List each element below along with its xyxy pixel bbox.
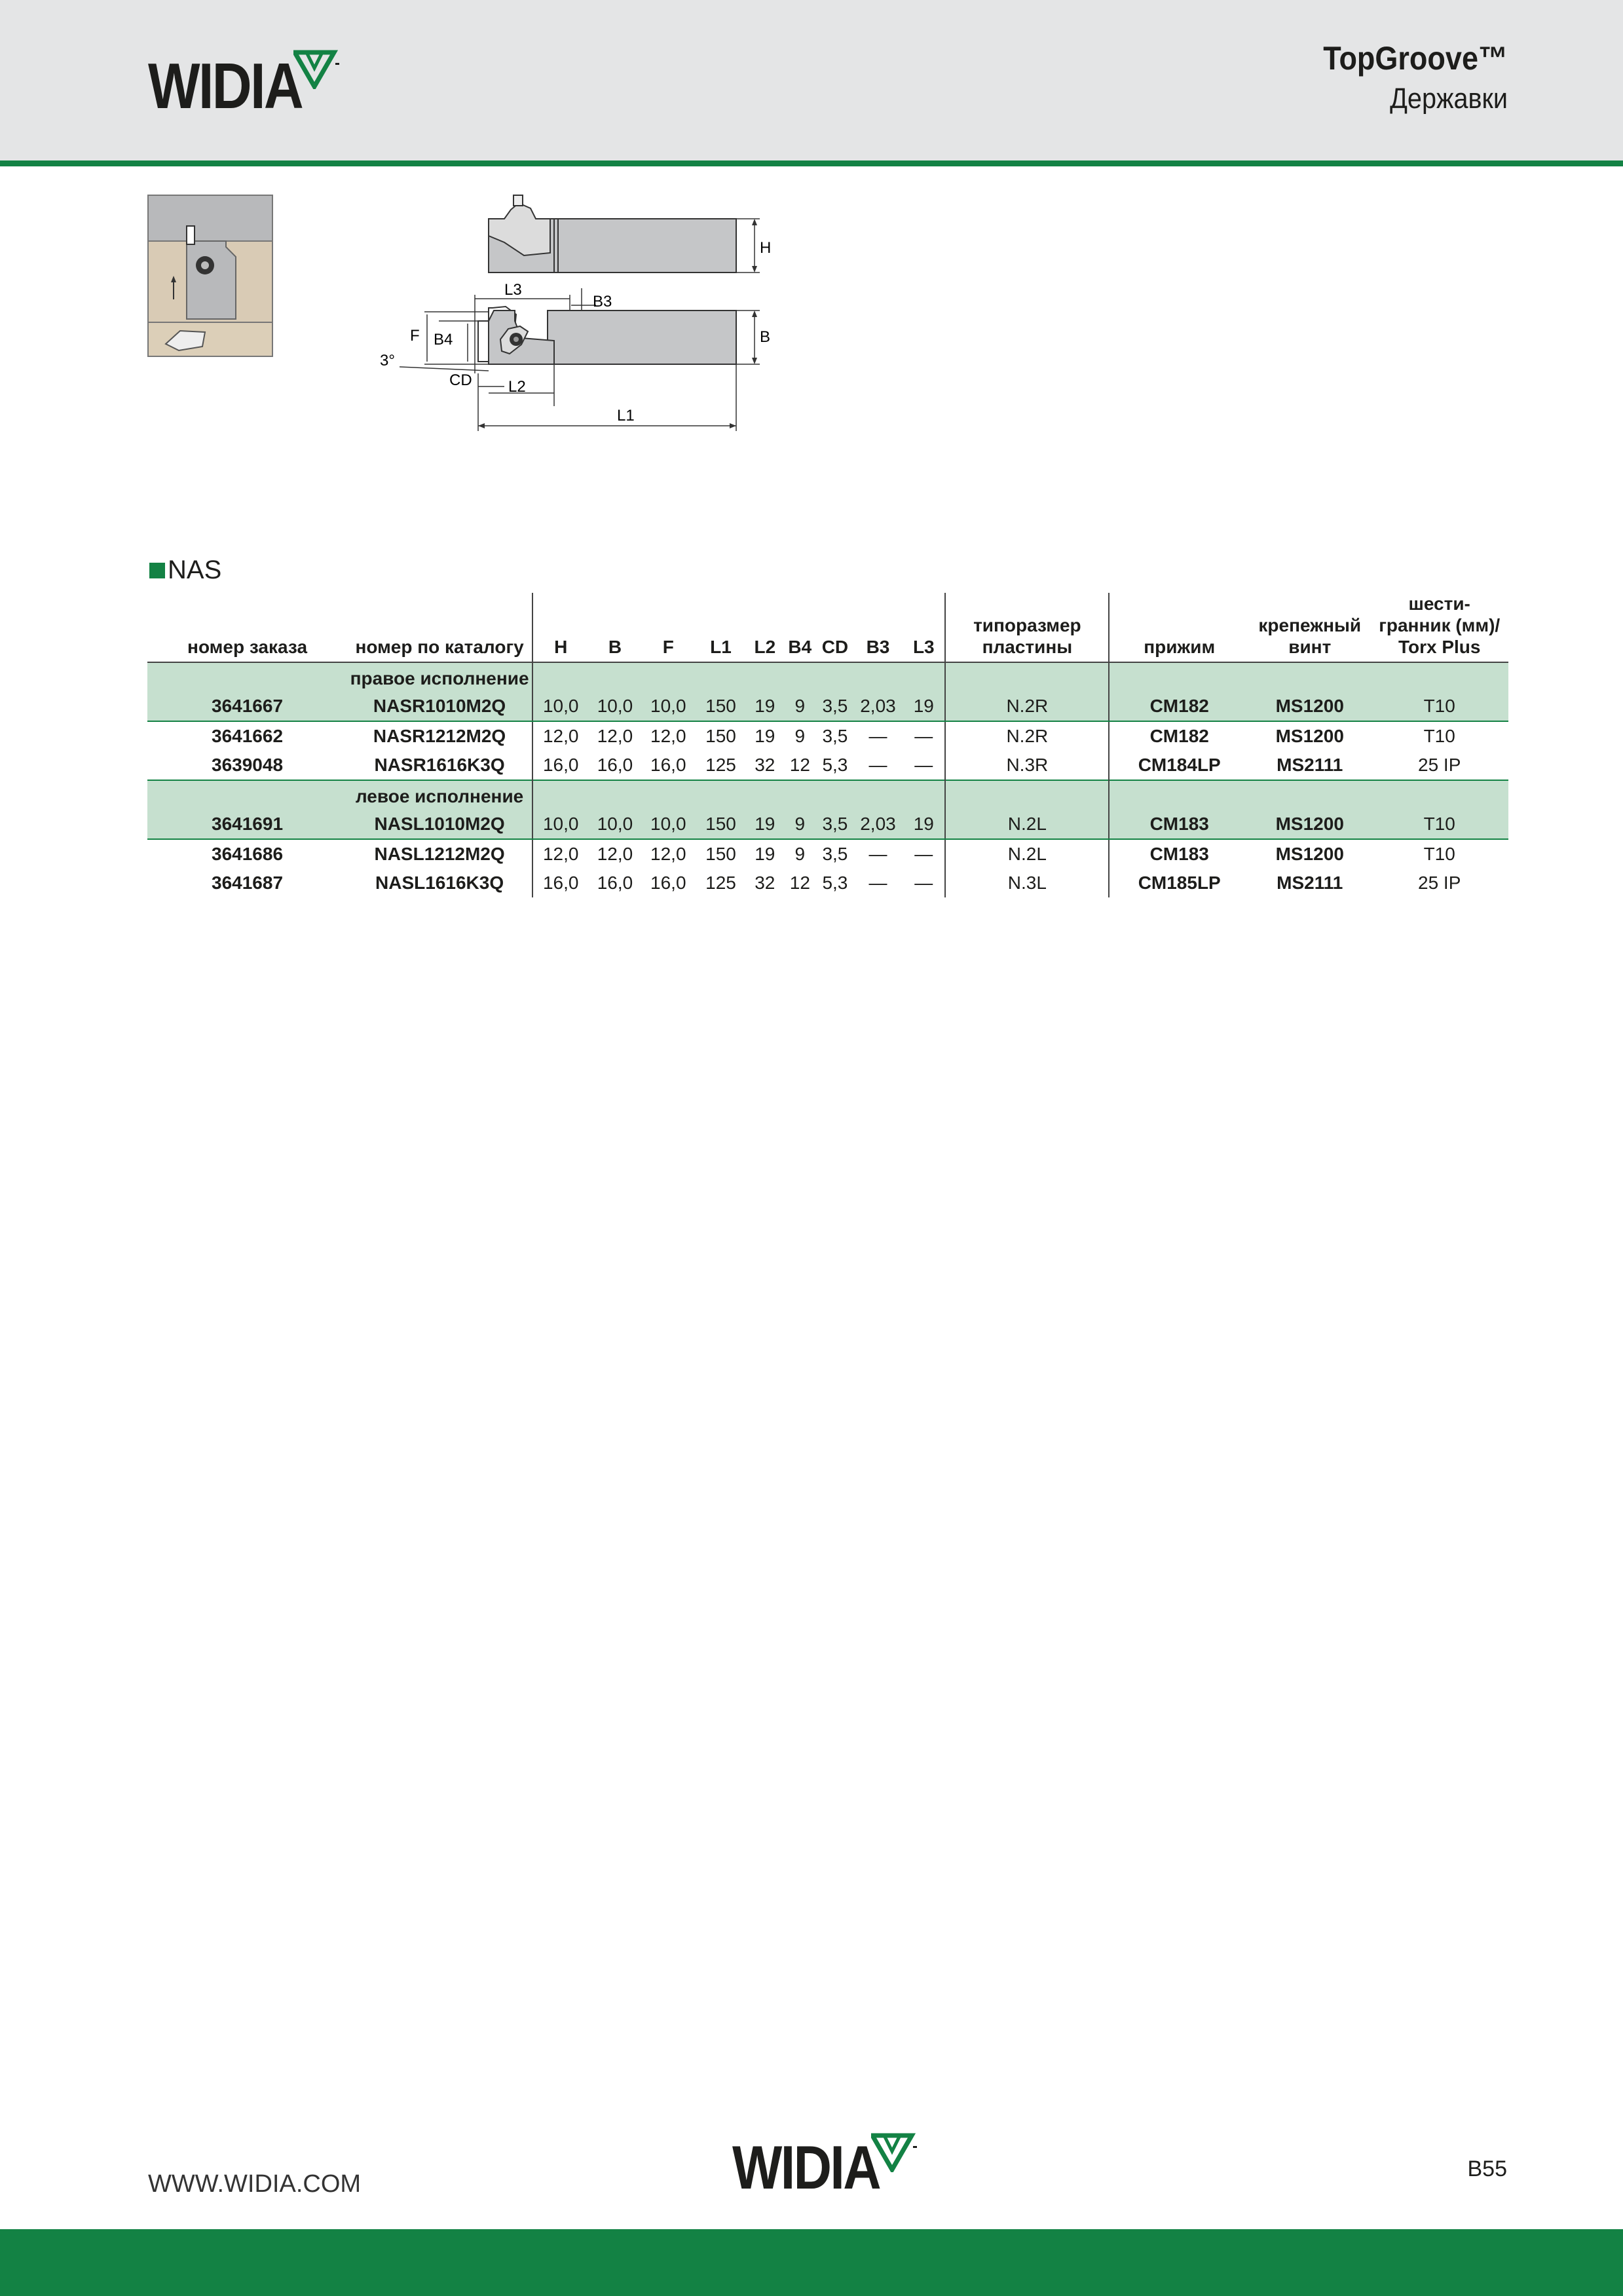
cell-insert: N.2R (945, 692, 1109, 721)
cell-l1: 150 (705, 726, 736, 746)
cell-b: 12,0 (597, 726, 633, 746)
catalog-number: NASR1010M2Q (347, 692, 532, 721)
product-category: Державки (1390, 83, 1508, 115)
cell-b3: 2,03 (853, 810, 903, 839)
col-b: B (588, 593, 641, 662)
product-name: TopGroove™ (1323, 40, 1508, 77)
cell-h: 16,0 (542, 873, 579, 893)
widia-logo (148, 50, 341, 122)
cell-l2: 19 (747, 810, 783, 839)
header-divider (0, 160, 1623, 166)
cell-key: 25 IP (1418, 755, 1461, 775)
cell-l2: 32 (755, 873, 775, 893)
cell-h: 16,0 (542, 755, 579, 775)
col-key: шести- гранник (мм)/ Torx Plus (1370, 593, 1508, 662)
header-title (1303, 39, 1508, 115)
cell-b4: 12 (789, 755, 810, 775)
cell-screw: MS1200 (1249, 692, 1370, 721)
cell-clamp: CM183 (1109, 810, 1249, 839)
table-row (147, 751, 1508, 780)
cell-clamp: CM184LP (1138, 755, 1221, 775)
cell-l1: 125 (705, 873, 736, 893)
cell-clamp: CM182 (1109, 692, 1249, 721)
cell-l3: — (903, 839, 945, 869)
cell-b4: 9 (794, 726, 806, 746)
section-title (149, 555, 221, 585)
cell-b3: — (868, 755, 887, 775)
cell-b: 10,0 (588, 810, 641, 839)
cell-cd: 3,5 (817, 692, 853, 721)
cell-l2: 19 (755, 844, 775, 864)
application-thumbnail (147, 195, 273, 357)
dim-label-cd: CD (449, 371, 472, 389)
cell-b3: — (868, 873, 887, 893)
spec-table (147, 593, 1508, 897)
cell-insert: N.2L (945, 839, 1109, 869)
cell-b4: 12 (789, 873, 810, 893)
cell-insert: N.2L (945, 810, 1109, 839)
col-b4: B4 (783, 593, 817, 662)
cell-insert: N.3L (945, 869, 1109, 897)
cell-f: 12,0 (650, 844, 686, 864)
cell-key: 25 IP (1418, 873, 1461, 893)
order-number: 3641667 (147, 692, 347, 721)
cell-screw: MS1200 (1275, 726, 1344, 746)
cell-key: T10 (1423, 726, 1455, 746)
cell-l2: 32 (755, 755, 775, 775)
cell-key: T10 (1370, 692, 1508, 721)
dim-label-b: B (760, 328, 771, 346)
cell-cd: 3,5 (817, 810, 853, 839)
cell-l2: 19 (747, 692, 783, 721)
cell-b3: 2,03 (853, 692, 903, 721)
catalog-number: NASL1010M2Q (347, 810, 532, 839)
cell-insert: N.2R (945, 721, 1109, 751)
cell-l1: 150 (705, 844, 736, 864)
footer-logo-text: WIDIA (732, 2133, 880, 2202)
order-number: 3639048 (212, 755, 284, 775)
cell-f: 10,0 (642, 810, 695, 839)
cell-l3: 19 (903, 692, 945, 721)
cell-cd: 5,3 (822, 873, 848, 893)
catalog-number: NASR1616K3Q (347, 751, 532, 780)
order-number: 3641662 (212, 726, 284, 746)
col-l3: L3 (903, 593, 945, 662)
table-row (147, 869, 1508, 897)
col-l1: L1 (695, 593, 747, 662)
col-h: H (532, 593, 588, 662)
page-number: B55 (1467, 2156, 1507, 2181)
cell-cd: 3,5 (822, 844, 848, 864)
cell-h: 12,0 (542, 844, 579, 864)
cell-key: T10 (1370, 810, 1508, 839)
cell-l1: 125 (705, 755, 736, 775)
footer-url[interactable]: WWW.WIDIA.COM (148, 2170, 362, 2198)
dim-label-h: H (760, 239, 772, 257)
table-row (147, 721, 1508, 751)
table-header-row (147, 593, 1508, 662)
cell-l3: — (903, 721, 945, 751)
dim-label-b4: B4 (434, 331, 453, 348)
footer-widia-logo (732, 2133, 918, 2202)
logo-text: WIDIA (148, 50, 303, 122)
cell-b: 12,0 (597, 844, 633, 864)
cell-h: 10,0 (532, 810, 588, 839)
dim-label-f: F (410, 327, 420, 345)
cell-l1: 150 (695, 692, 747, 721)
section-title-text: NAS (168, 555, 222, 584)
order-number: 3641691 (147, 810, 347, 839)
col-catalog: номер по каталогу (347, 593, 532, 662)
col-order: номер заказа (147, 593, 347, 662)
group-label: левое исполнение (347, 780, 532, 810)
col-cd: CD (817, 593, 853, 662)
cell-l1: 150 (695, 810, 747, 839)
group-label-row (147, 780, 1508, 810)
table-row (147, 839, 1508, 869)
dim-label-angle: 3° (380, 352, 395, 369)
table-row (147, 692, 1508, 721)
cell-cd: 5,3 (822, 755, 848, 775)
dim-label-l1: L1 (617, 407, 635, 424)
cell-screw: MS1200 (1275, 844, 1344, 864)
cell-screw: MS2111 (1277, 873, 1343, 893)
col-clamp: прижим (1109, 593, 1249, 662)
cell-b4: 9 (794, 844, 806, 864)
cell-clamp: CM185LP (1138, 873, 1221, 893)
catalog-number: NASR1212M2Q (347, 721, 532, 751)
col-screw: крепежный винт (1249, 593, 1370, 662)
cell-h: 12,0 (542, 726, 579, 746)
dim-label-l3: L3 (504, 281, 522, 299)
col-f: F (642, 593, 695, 662)
cell-b: 16,0 (597, 755, 633, 775)
group-label: правое исполнение (347, 662, 532, 692)
cell-b: 10,0 (588, 692, 641, 721)
cell-l3: — (903, 751, 945, 780)
cell-b: 16,0 (597, 873, 633, 893)
cell-screw: MS1200 (1249, 810, 1370, 839)
col-b3: B3 (853, 593, 903, 662)
cell-insert: N.3R (945, 751, 1109, 780)
section-marker-icon (149, 563, 165, 578)
cell-f: 10,0 (642, 692, 695, 721)
order-number: 3641687 (212, 873, 284, 893)
cell-screw: MS2111 (1277, 755, 1343, 775)
cell-l2: 19 (755, 726, 775, 746)
cell-h: 10,0 (532, 692, 588, 721)
cell-cd: 3,5 (822, 726, 848, 746)
cell-clamp: CM183 (1149, 844, 1209, 864)
col-l2: L2 (747, 593, 783, 662)
dim-label-l2: L2 (508, 378, 526, 396)
group-label-row (147, 662, 1508, 692)
catalog-number: NASL1616K3Q (347, 869, 532, 897)
cell-key: T10 (1423, 844, 1455, 864)
cell-f: 16,0 (650, 755, 686, 775)
cell-b4: 9 (783, 810, 817, 839)
order-number: 3641686 (212, 844, 284, 864)
footer-bar (0, 2229, 1623, 2296)
cell-f: 12,0 (650, 726, 686, 746)
cell-l3: — (903, 869, 945, 897)
cell-b3: — (868, 844, 887, 864)
table-row (147, 810, 1508, 839)
dim-label-b3: B3 (593, 293, 612, 311)
cell-b3: — (868, 726, 887, 746)
cell-b4: 9 (783, 692, 817, 721)
catalog-number: NASL1212M2Q (347, 839, 532, 869)
col-insert: типоразмер пластины (945, 593, 1109, 662)
cell-l3: 19 (903, 810, 945, 839)
cell-f: 16,0 (650, 873, 686, 893)
cell-clamp: CM182 (1149, 726, 1209, 746)
holder-dimension-drawing (373, 190, 845, 439)
